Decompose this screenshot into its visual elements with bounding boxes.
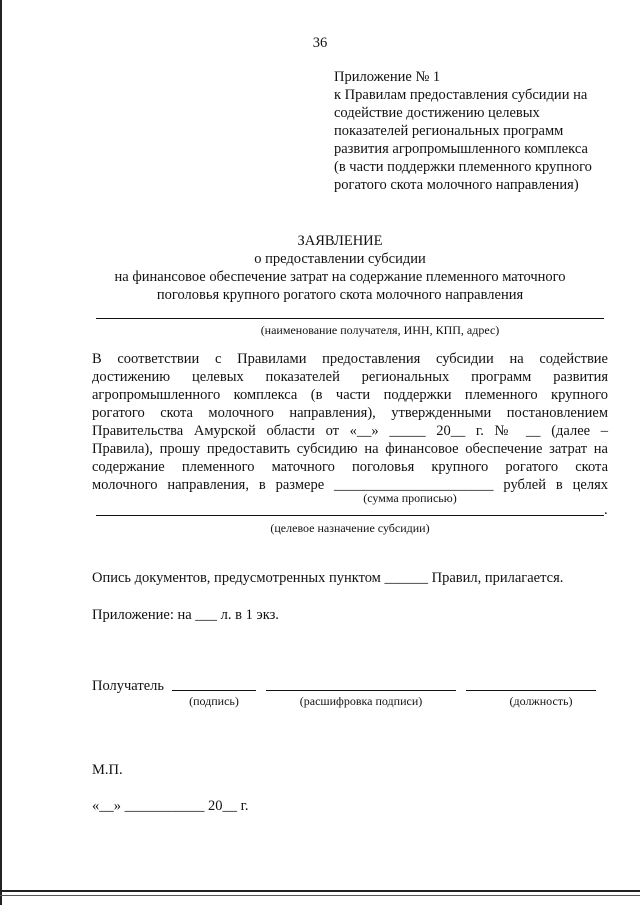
body-line: Правила), прошу предоставить субсидию на финансовое обеспечение затрат на <box>92 441 608 457</box>
signature-decode-caption: (расшифровка подписи) <box>299 694 423 708</box>
scan-edge-bottom-thin <box>0 895 640 896</box>
signature-caption: (подпись) <box>189 694 239 708</box>
appendix-line: рогатого скота молочного направления) <box>334 177 579 193</box>
date-line: «__» ___________ 20__ г. <box>92 798 249 814</box>
scan-edge-left <box>0 0 2 905</box>
purpose-period: . <box>604 502 608 518</box>
attachment-text: Приложение: на ___ л. в 1 экз. <box>92 607 279 623</box>
body-line: В соответствии с Правилами предоставления субсидии на содействие <box>92 351 608 367</box>
document-title: ЗАЯВЛЕНИЕ <box>297 233 383 249</box>
signature-decode-field-line[interactable] <box>266 690 456 691</box>
appendix-line: показателей региональных программ <box>334 123 564 139</box>
amount-caption: (сумма прописью) <box>363 491 457 505</box>
position-field-line[interactable] <box>466 690 596 691</box>
body-line-amount: молочного направления, в размере ______________________ рублей в целях <box>92 477 608 493</box>
appendix-line: (в части поддержки племенного крупного <box>334 159 592 175</box>
body-line: рогатого скота молочного направления), утвержденными постановлением <box>92 405 608 421</box>
body-line: агропромышленного комплекса (в части поддержки племенного крупного <box>92 387 608 403</box>
stamp-label: М.П. <box>92 762 123 778</box>
position-caption: (должность) <box>509 694 573 708</box>
appendix-line: развития агропромышленного комплекса <box>334 141 588 157</box>
appendix-line: содействие достижению целевых <box>334 105 540 121</box>
body-line: содержание племенного маточного поголовья крупного рогатого скота <box>92 459 608 475</box>
document-subtitle: на финансовое обеспечение затрат на содержание племенного маточного <box>114 269 566 285</box>
purpose-field-line[interactable] <box>96 515 604 516</box>
appendix-line: к Правилам предоставления субсидии на <box>334 87 588 103</box>
recipient-caption: (наименование получателя, ИНН, КПП, адрес) <box>260 323 500 337</box>
purpose-caption: (целевое назначение субсидии) <box>270 521 430 535</box>
appendix-title: Приложение № 1 <box>334 69 441 85</box>
scan-edge-bottom <box>0 890 640 892</box>
body-line: достижению целевых показателей региональных программ развития <box>92 369 608 385</box>
page-number: 36 <box>312 35 328 51</box>
document-subtitle: о предоставлении субсидии <box>254 251 426 267</box>
recipient-field-line[interactable] <box>96 318 604 319</box>
signature-field-line[interactable] <box>172 690 256 691</box>
inventory-text: Опись документов, предусмотренных пунктом ______ Правил, прилагается. <box>92 570 564 586</box>
document-subtitle: поголовья крупного рогатого скота молочного направления <box>156 287 524 303</box>
recipient-label: Получатель <box>92 678 164 694</box>
body-line: Правительства Амурской области от «__» _____ 20__ г. № __ (далее – <box>92 423 608 439</box>
